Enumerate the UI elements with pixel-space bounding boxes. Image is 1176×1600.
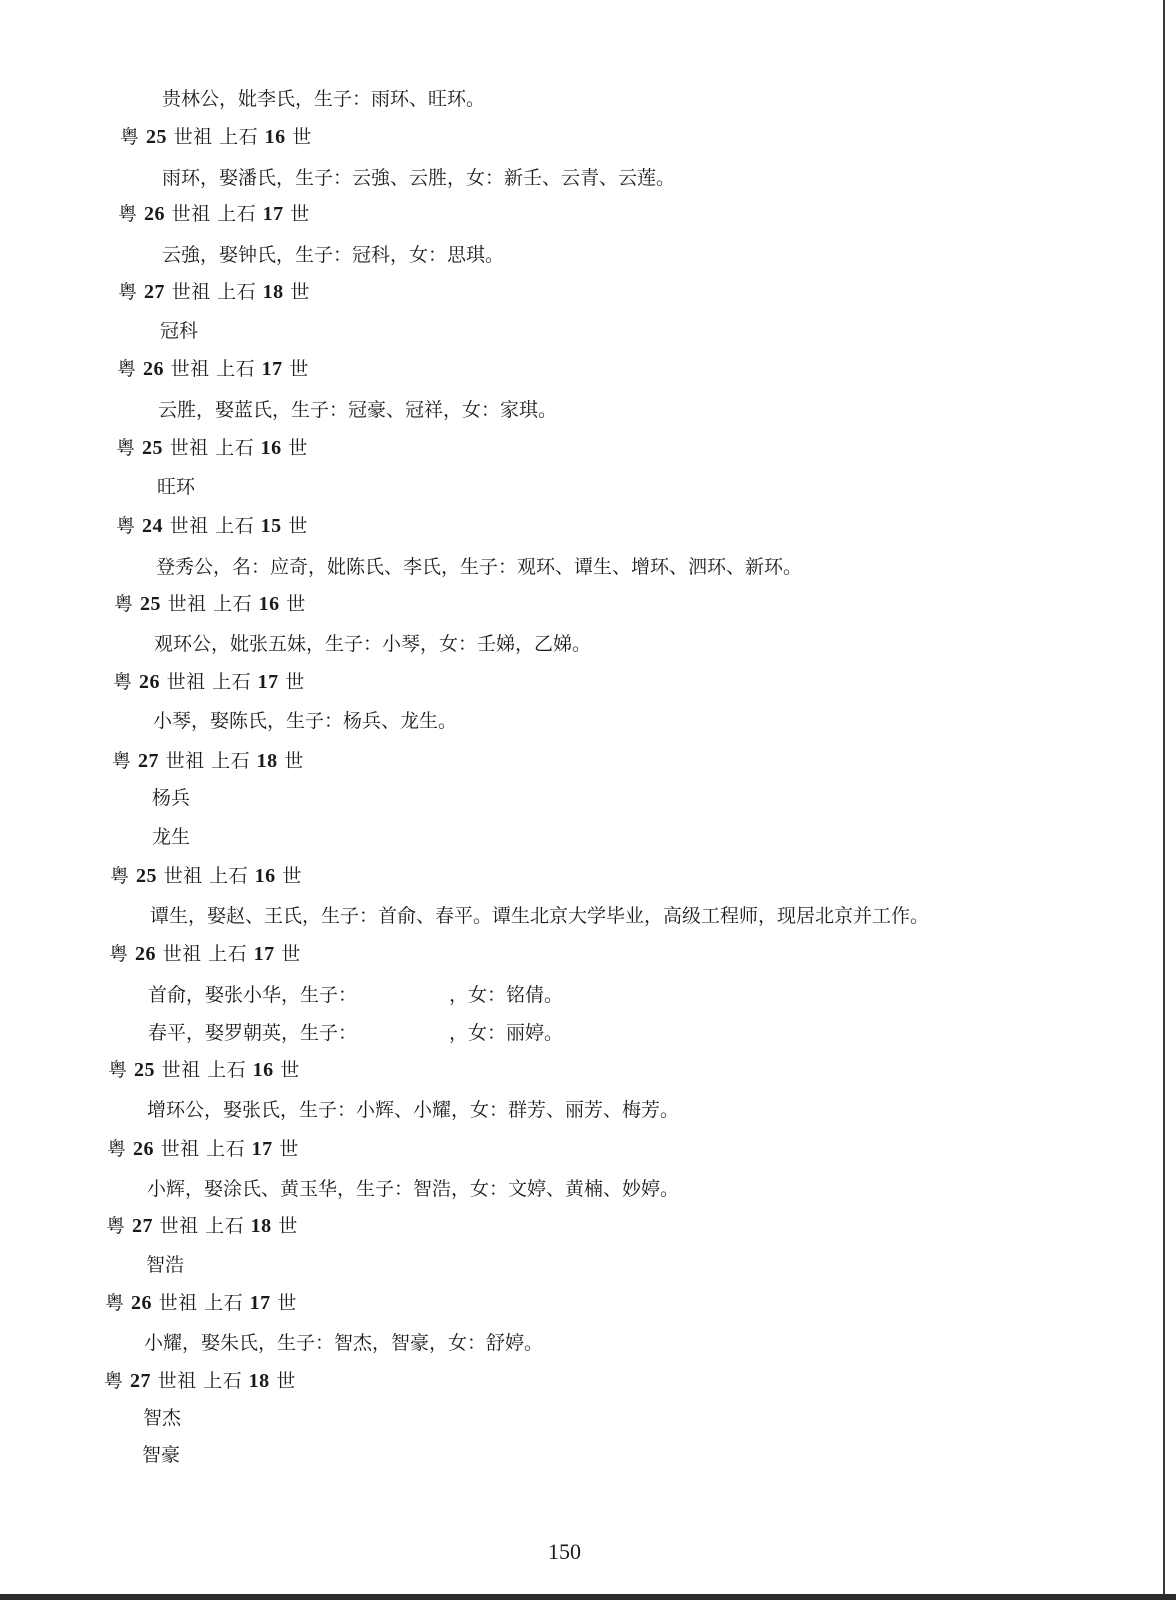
genealogy-entry: 小辉，娶涂氏、黄玉华，生子：智浩，女：文婷、黄楠、妙婷。 xyxy=(147,1178,680,1200)
shangshi-generation-number: 16 xyxy=(252,1059,274,1081)
shangshi-generation-number: 18 xyxy=(262,281,284,303)
yue-generation-number: 26 xyxy=(135,943,157,965)
shangshi-generation-number: 16 xyxy=(264,126,286,148)
shangshi-generation-number: 18 xyxy=(248,1370,270,1392)
yue-generation-number: 26 xyxy=(131,1292,153,1314)
generation-heading: 粤 24 世祖 上石 15 世 xyxy=(116,515,308,537)
genealogy-entry: 智豪 xyxy=(142,1444,181,1466)
genealogy-entry: 智浩 xyxy=(146,1254,185,1276)
genealogy-entry: 龙生 xyxy=(152,826,191,848)
genealogy-entry: 云胜，娶蓝氏，生子：冠豪、冠祥，女：家琪。 xyxy=(158,399,558,421)
genealogy-entry: 雨环，娶潘氏，生子：云強、云胜，女：新壬、云青、云莲。 xyxy=(162,167,676,189)
generation-heading: 粤 25 世祖 上石 16 世 xyxy=(110,865,302,887)
shangshi-generation-number: 18 xyxy=(250,1215,272,1237)
shangshi-generation-number: 16 xyxy=(258,593,280,615)
shangshi-generation-number: 16 xyxy=(254,865,276,887)
genealogy-entry: 智杰 xyxy=(143,1407,182,1429)
genealogy-entry: 登秀公，名：应奇，妣陈氏、李氏，生子：观环、谭生、增环、泗环、新环。 xyxy=(156,556,803,578)
yue-generation-number: 25 xyxy=(134,1059,156,1081)
generation-heading: 粤 26 世祖 上石 17 世 xyxy=(118,203,310,225)
shangshi-generation-number: 15 xyxy=(260,515,282,537)
generation-heading: 粤 26 世祖 上石 17 世 xyxy=(117,358,309,380)
generation-heading: 粤 25 世祖 上石 16 世 xyxy=(120,126,312,148)
yue-generation-number: 27 xyxy=(132,1215,154,1237)
page-number: 150 xyxy=(548,1539,581,1564)
shangshi-generation-number: 16 xyxy=(260,437,282,459)
genealogy-entry: 杨兵 xyxy=(152,787,191,809)
generation-heading: 粤 26 世祖 上石 17 世 xyxy=(105,1292,297,1314)
yue-generation-number: 26 xyxy=(133,1138,155,1160)
genealogy-entry: 增环公，娶张氏，生子：小辉、小耀，女：群芳、丽芳、梅芳。 xyxy=(147,1099,680,1121)
shangshi-generation-number: 18 xyxy=(256,750,278,772)
scan-bottom-edge xyxy=(0,1594,1176,1600)
genealogy-entry: 观环公，妣张五妹，生子：小琴，女：壬娣，乙娣。 xyxy=(154,633,592,655)
shangshi-generation-number: 17 xyxy=(249,1292,271,1314)
genealogy-entry: 首俞，娶张小华，生子： ，女：铭倩。 xyxy=(148,984,564,1006)
genealogy-entry: 小琴，娶陈氏，生子：杨兵、龙生。 xyxy=(153,710,458,732)
yue-generation-number: 27 xyxy=(138,750,160,772)
generation-heading: 粤 27 世祖 上石 18 世 xyxy=(106,1215,298,1237)
shangshi-generation-number: 17 xyxy=(251,1138,273,1160)
genealogy-entry: 春平，娶罗朝英，生子： ，女：丽婷。 xyxy=(148,1022,564,1044)
shangshi-generation-number: 17 xyxy=(261,358,283,380)
generation-heading: 粤 27 世祖 上石 18 世 xyxy=(104,1370,296,1392)
yue-generation-number: 26 xyxy=(143,358,165,380)
yue-generation-number: 25 xyxy=(140,593,162,615)
scan-right-edge xyxy=(1163,0,1165,1600)
shangshi-generation-number: 17 xyxy=(257,671,279,693)
genealogy-entry: 贵林公，妣李氏，生子：雨环、旺环。 xyxy=(162,88,486,110)
shangshi-generation-number: 17 xyxy=(262,203,284,225)
generation-heading: 粤 27 世祖 上石 18 世 xyxy=(118,281,310,303)
genealogy-entry: 谭生，娶赵、王氏，生子：首俞、春平。谭生北京大学毕业，高级工程师，现居北京并工作。 xyxy=(150,905,930,927)
genealogy-entry: 云強，娶钟氏，生子：冠科，女：思琪。 xyxy=(162,244,505,266)
yue-generation-number: 27 xyxy=(130,1370,152,1392)
genealogy-entry: 旺环 xyxy=(157,476,196,498)
yue-generation-number: 24 xyxy=(142,515,164,537)
yue-generation-number: 27 xyxy=(144,281,166,303)
genealogy-entry: 冠科 xyxy=(160,320,199,342)
genealogy-entry: 小耀，娶朱氏，生子：智杰，智豪，女：舒婷。 xyxy=(144,1332,544,1354)
yue-generation-number: 25 xyxy=(142,437,164,459)
yue-generation-number: 26 xyxy=(139,671,161,693)
generation-heading: 粤 27 世祖 上石 18 世 xyxy=(112,750,304,772)
yue-generation-number: 25 xyxy=(146,126,168,148)
generation-heading: 粤 26 世祖 上石 17 世 xyxy=(113,671,305,693)
generation-heading: 粤 25 世祖 上石 16 世 xyxy=(114,593,306,615)
generation-heading: 粤 26 世祖 上石 17 世 xyxy=(107,1138,299,1160)
shangshi-generation-number: 17 xyxy=(253,943,275,965)
yue-generation-number: 25 xyxy=(136,865,158,887)
generation-heading: 粤 26 世祖 上石 17 世 xyxy=(109,943,301,965)
generation-heading: 粤 25 世祖 上石 16 世 xyxy=(108,1059,300,1081)
yue-generation-number: 26 xyxy=(144,203,166,225)
generation-heading: 粤 25 世祖 上石 16 世 xyxy=(116,437,308,459)
